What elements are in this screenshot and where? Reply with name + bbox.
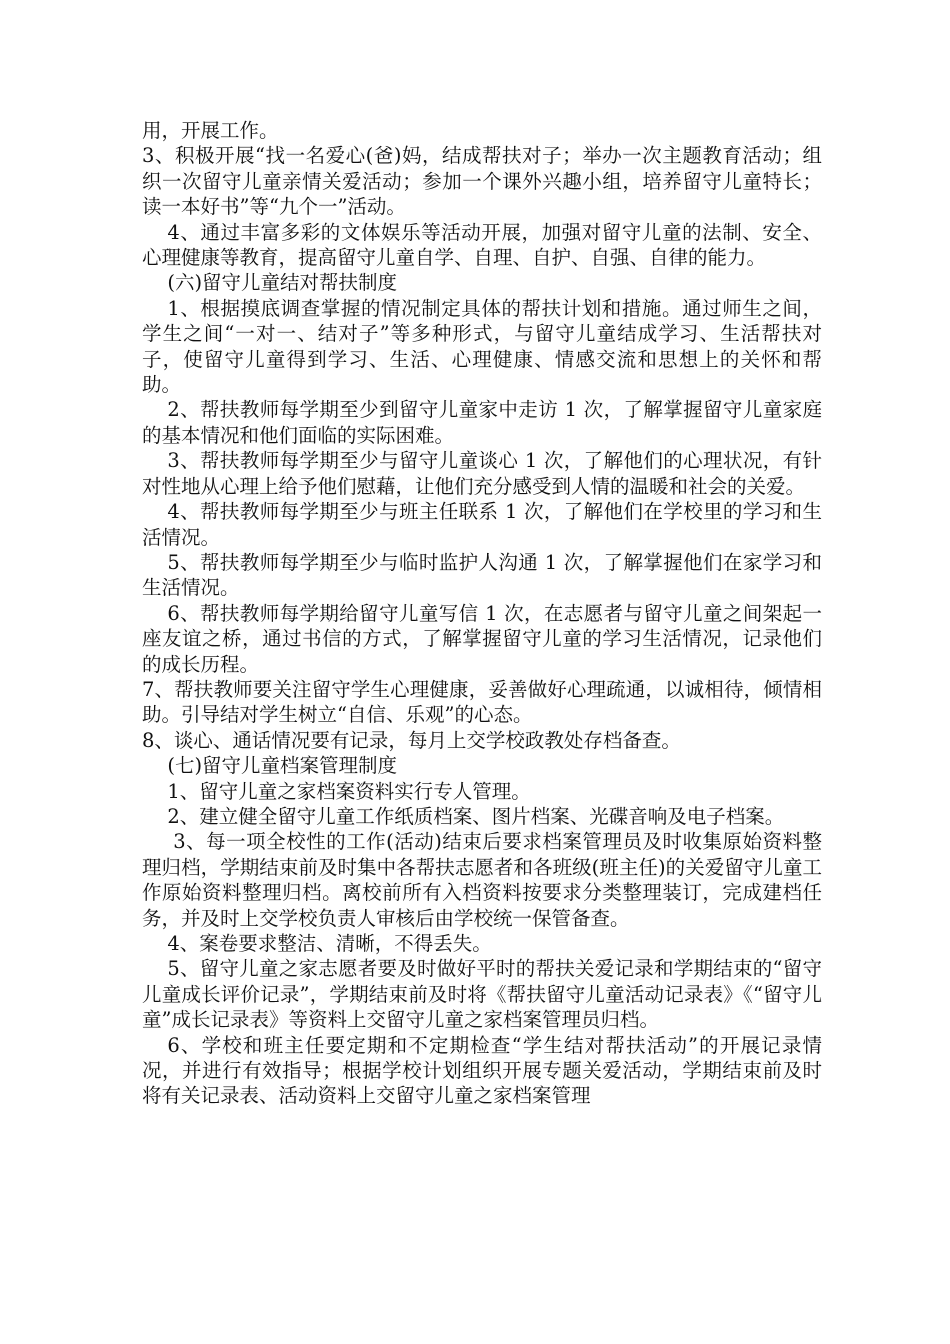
paragraph-section6-item-2: 2、帮扶教师每学期至少到留守儿童家中走访 1 次，了解掌握留守儿童家庭的基本情况和他们面临的实际困难。 [142,398,822,447]
document-body [142,118,822,1109]
paragraph-section6-item-6: 6、帮扶教师每学期给留守儿童写信 1 次，在志愿者与留守儿童之间架起一座友谊之桥，通过书信的方式，了解掌握留守儿童的学习生活情况，记录他们的成长历程。 [142,601,822,676]
paragraph-section6-item-5: 5、帮扶教师每学期至少与临时监护人沟通 1 次，了解掌握他们在家学习和生活情况。 [142,550,822,600]
paragraph-item-3-activities: 3、积极开展“找一名爱心(爸)妈，结成帮扶对子；举办一次主题教育活动；组织一次留守儿童亲情关爱活动；参加一个课外兴趣小组，培养留守儿童特长；读一本好书”等“九个一”活动。 [142,144,822,219]
section-heading-7: (七)留守儿童档案管理制度 [167,754,398,778]
paragraph-item-4-education: 4、通过丰富多彩的文体娱乐等活动开展，加强对留守儿童的法制、安全、心理健康等教育，提高留守儿童自学、自理、自护、自强、自律的能力。 [142,220,822,270]
paragraph-continuation: 用，开展工作。 [142,119,279,142]
paragraph-section6-item-8: 8、谈心、通话情况要有记录，每月上交学校政教处存档备查。 [142,728,681,752]
paragraph-section7-item-1: 1、留守儿童之家档案资料实行专人管理。 [167,779,531,803]
paragraph-section6-item-7: 7、帮扶教师要关注留守学生心理健康，妥善做好心理疏通，以诚相待，倾情相助。引导结对学生树立“自信、乐观”的心态。 [142,677,822,727]
paragraph-section6-item-3: 3、帮扶教师每学期至少与留守儿童谈心 1 次，了解他们的心理状况，有针对性地从心理上给予他们慰藉，让他们充分感受到人情的温暖和社会的关爱。 [142,449,822,498]
paragraph-section7-item-6: 6、学校和班主任要定期和不定期检查“学生结对帮扶活动”的开展记录情况，并进行有效指导；根据学校计划组织开展专题关爱活动，学期结束前及时将有关记录表、活动资料上交留守儿童之家档案管理 [142,1033,822,1108]
paragraph-section6-item-4: 4、帮扶教师每学期至少与班主任联系 1 次，了解他们在学校里的学习和生活情况。 [142,500,822,549]
paragraph-section7-item-5: 5、留守儿童之家志愿者要及时做好平时的帮扶关爱记录和学期结束的“留守儿童成长评价记录”，学期结束前及时将《帮扶留守儿童活动记录表》《“留守儿童”成长记录表》等资料上交留守儿童之家档案管理员归档。 [142,957,822,1032]
paragraph-section7-item-2: 2、建立健全留守儿童工作纸质档案、图片档案、光碟音响及电子档案。 [167,804,785,828]
section-heading-6: (六)留守儿童结对帮扶制度 [167,271,398,295]
paragraph-section6-item-1: 1、根据摸底调查掌握的情况制定具体的帮扶计划和措施。通过师生之间，学生之间“一对一、结对子”等多种形式，与留守儿童结成学习、生活帮扶对子，使留守儿童得到学习、生活、心理健康、情感交流和思想上的关怀和帮助。 [142,296,822,397]
paragraph-section7-item-4: 4、案卷要求整洁、清晰，不得丢失。 [167,932,492,955]
paragraph-section7-item-3: 3、每一项全校性的工作(活动)结束后要求档案管理员及时收集原始资料整理归档，学期结束前及时集中各帮扶志愿者和各班级(班主任)的关爱留守儿童工作原始资料整理归档。离校前所有入档资料按要求分类整理装订，完成建档任务，并及时上交学校负责人审核后由学校统一保管备查。 [142,830,822,930]
